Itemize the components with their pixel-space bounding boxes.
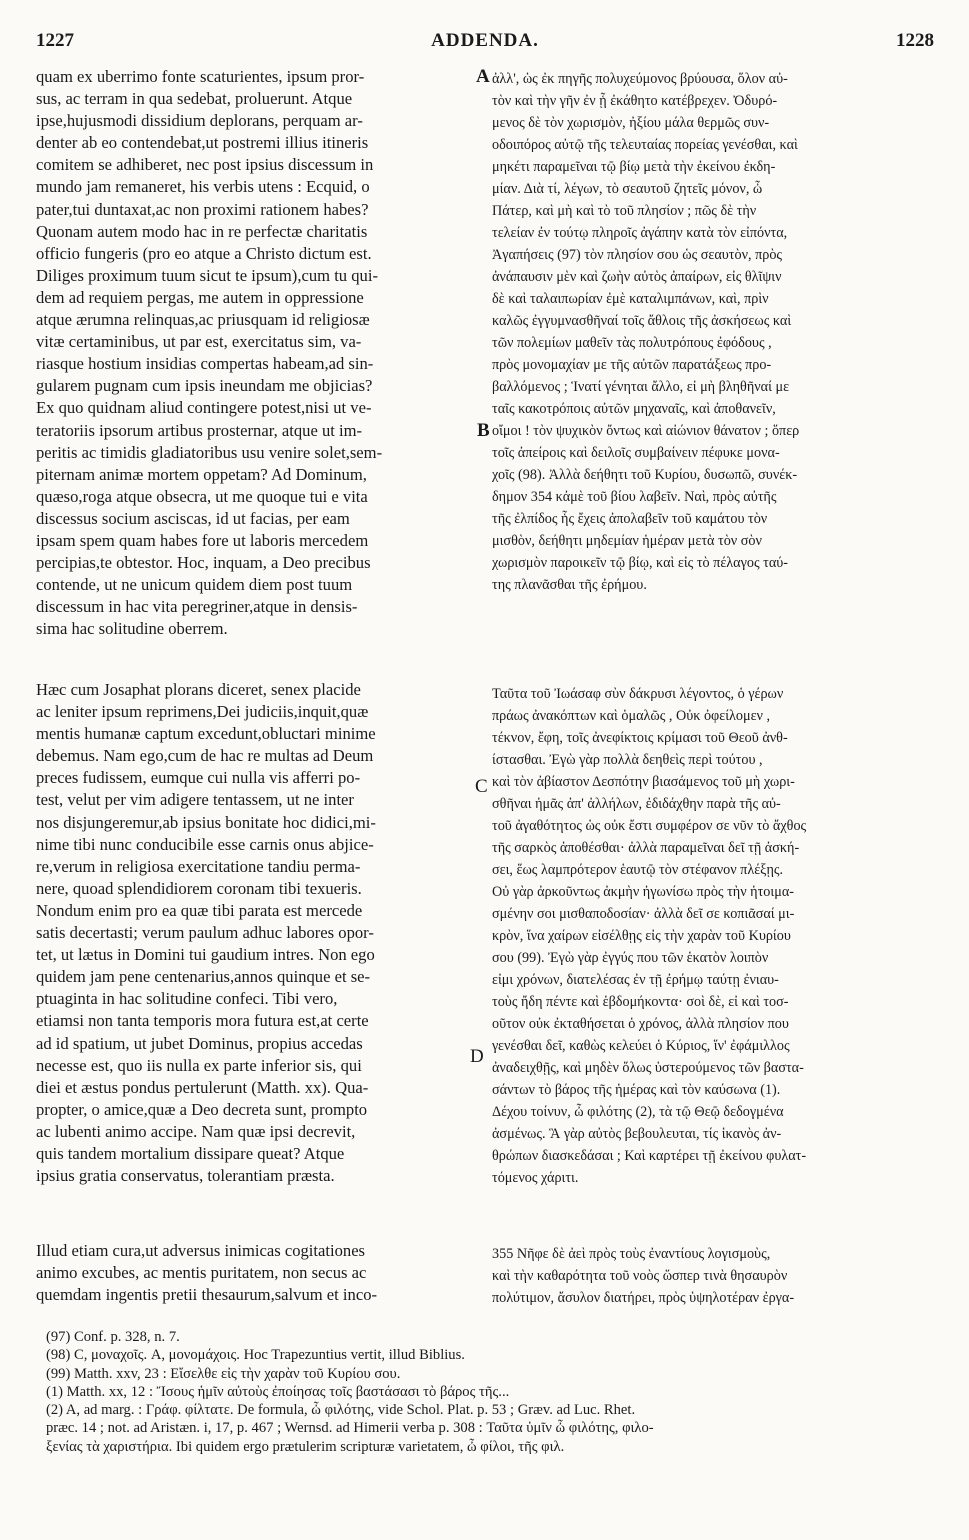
text-line: πράως ἀνακόπτων καὶ ὁμαλῶς , Οὐκ ὀφείλομεν , bbox=[492, 708, 771, 724]
text-line: re,verum in religiosa exercitatione tandiu perma- bbox=[36, 856, 361, 876]
section-marker-d: D bbox=[470, 1046, 484, 1067]
text-line: piternam animæ mortem oppetam? Ad Dominum, bbox=[36, 464, 367, 484]
page-number-right: 1228 bbox=[896, 30, 934, 51]
text-line: tet, ut lætus in Domini tui gaudium intres. Non ego bbox=[36, 945, 375, 965]
text-line: τῆς σαρκὸς ἀποθέσθαι· ἀλλὰ παραμεῖναι δεῖ τῇ ἀσκή- bbox=[492, 840, 800, 856]
text-line: κρὸν, ἵνα χαίρων εἰσέλθῃς εἰς τὴν χαρὰν τοῦ Κυρίου bbox=[492, 928, 791, 944]
section-marker-b: B bbox=[477, 420, 490, 441]
text-line: (98) C, μοναχοῖς. A, μονομάχοις. Hoc Trapezuntius vertit, illud Biblius. bbox=[46, 1347, 465, 1364]
text-line: χωρισμὸν παροικεῖν τῷ βίῳ, καὶ εἰς τὸ πέλαγος ταύ- bbox=[492, 555, 789, 571]
text-line: (99) Matth. xxv, 23 : Εἴσελθε εἰς τὴν χαρὰν τοῦ Κυρίου σου. bbox=[46, 1365, 401, 1382]
text-line: καὶ τὸν ἀβίαστον Δεσπότην βιασάμενος τοῦ μὴ χωρι- bbox=[492, 774, 795, 790]
text-line: σμένην σοι μισθαποδοσίαν· ἀλλὰ δεῖ σε κοπιᾶσαί μι- bbox=[492, 906, 795, 922]
text-line: ἀσμένως. Ἃ γὰρ αὐτὸς βεβουλευται, τίς ἱκανὸς ἀν- bbox=[492, 1126, 782, 1142]
text-line: Illud etiam cura,ut adversus inimicas cogitationes bbox=[36, 1241, 366, 1260]
text-line: denter ab eo contendebat,ut postremi illius itineris bbox=[36, 133, 369, 153]
text-line: ac leniter ipsum reprimens,Dei judiciis,inquit,quæ bbox=[36, 702, 369, 722]
text-line: comitem se adhiberet, nec post ipsius discessum in bbox=[36, 155, 374, 175]
text-line: 355 Νῆφε δὲ ἀεὶ πρὸς τοὺς ἐναντίους λογισμοὺς, bbox=[492, 1246, 771, 1262]
text-line: quis tandem mortalium dissipare queat? Atque bbox=[36, 1143, 345, 1163]
text-line: οἴμοι ! τὸν ψυχικὸν ὄντως καὶ αἰώνιον θάνατον ; ὅπερ bbox=[492, 423, 800, 439]
text-line: ipse,hujusmodi dissidium deplorans, perquam ar- bbox=[36, 111, 363, 131]
text-line: riasque hostium insidias compertas habeam,ad sin- bbox=[36, 354, 374, 374]
text-line: Diliges proximum tuum sicut te ipsum),cum tu qui- bbox=[36, 265, 378, 285]
text-line: præc. 14 ; not. ad Aristæn. i, 17, p. 467 ; Wernsd. ad Himerii verba p. 308 : Ταῦτα ὑμῖν ὦ φιλότης, φιλο- bbox=[46, 1420, 654, 1437]
text-line: οδοιπόρος αὐτῷ τῆς τελευταίας πορείας γενέσθαι, καὶ bbox=[492, 137, 798, 153]
text-line: βαλλόμενος ; Ἱνατί γένηται ἄλλο, εἰ μὴ βληθῆναί με bbox=[492, 379, 790, 395]
text-line: καὶ τὴν καθαρότητα τοῦ νοὸς ὥσπερ τινὰ θησαυρὸν bbox=[492, 1268, 788, 1284]
text-line: μίαν. Διὰ τί, λέγων, τὸ σεαυτοῦ ζητεῖς μόνον, ὦ bbox=[492, 181, 763, 197]
text-line: etiamsi non tanta temporis mora futura est,at certe bbox=[36, 1011, 369, 1031]
text-line: δημον 354 κἀμὲ τοῦ βίου λαβεῖν. Ναὶ, πρὸς αὐτῆς bbox=[492, 489, 777, 505]
text-line: γενέσθαι δεῖ, καθὼς κελεύει ὁ Κύριος, ἵν' ἐφάμιλλος bbox=[492, 1038, 790, 1054]
footnotes bbox=[46, 1328, 946, 1456]
page-header bbox=[36, 30, 934, 60]
text-line: nere, quoad splendidiorem coronam tibi texueris. bbox=[36, 878, 362, 898]
text-line: diei et æstus pondus pertulerunt (Matth. xx). Qua- bbox=[36, 1077, 369, 1097]
text-line: satis decertasti; verum paulum adhuc labores opor- bbox=[36, 923, 374, 943]
text-line: τὸν καὶ τὴν γῆν ἐν ᾗ ἐκάθητο κατέβρεχεν. Ὀδυρό- bbox=[492, 93, 778, 109]
latin-column-paragraph-3 bbox=[36, 1240, 474, 1306]
text-line: gularem pugnam cum ipsis ineundam me objicias? bbox=[36, 376, 373, 396]
text-line: (1) Matth. xx, 12 : Ἴσους ἡμῖν αὐτοὺς ἐποίησας τοῖς βαστάσασι τὸ βάρος τῆς... bbox=[46, 1383, 510, 1400]
section-marker-c: C bbox=[475, 776, 488, 797]
greek-column-paragraph-3 bbox=[492, 1243, 938, 1309]
text-line: ptuaginta in hac solitudine confeci. Tibi vero, bbox=[36, 989, 338, 1009]
text-line: peritis ac timidis gladiatoribus usu venire solet,sem- bbox=[36, 442, 383, 462]
text-line: test, velut per vim adigere tentassem, ut ne inter bbox=[36, 790, 354, 810]
text-line: ipsius gratia conservatus, tolerantiam præsta. bbox=[36, 1166, 335, 1186]
text-line: propter, o amice,quæ a Deo decreta sunt, prompto bbox=[36, 1099, 368, 1119]
text-line: ipsam spem quam habes fore ut laboris mercedem bbox=[36, 530, 369, 550]
text-line: sima hac solitudine oberrem. bbox=[36, 619, 228, 639]
text-line: officio fungeris (pro eo atque a Christo dictum est. bbox=[36, 243, 372, 263]
text-line: dem ad requiem pergas, me autem in oppressione bbox=[36, 287, 364, 307]
text-line: ac lubenti animo accipe. Nam quæ ipsi decrevit, bbox=[36, 1121, 356, 1141]
text-line: δὲ καὶ ταλαιπωρίαν ἐμὲ καταλιμπάνων, καὶ, πρὶν bbox=[492, 291, 769, 307]
text-line: σθῆναι ἡμᾶς ἀπ' ἀλλήλων, ἐδιδάχθην παρὰ τῆς αὐ- bbox=[492, 796, 781, 812]
text-line: χοῖς (98). Ἀλλὰ δεήθητι τοῦ Κυρίου, δυσωπῶ, συνέκ- bbox=[492, 467, 798, 483]
text-line: τῆς ἐλπίδος ἧς ἔχεις ἀπολαβεῖν τοῦ καμάτου τὸν bbox=[492, 511, 768, 527]
text-line: εἰμι χρόνων, διατελέσας ἐν τῇ ἐρήμῳ ταύτῃ ἐνιαυ- bbox=[492, 972, 779, 988]
text-line: τοῦ ἀγαθότητος ὡς οὐκ ἔστι συμφέρον σε νῦν τὸ ἄχθος bbox=[492, 818, 807, 834]
running-title: ADDENDA. bbox=[431, 30, 539, 51]
text-line: ἀλλ', ὡς ἐκ πηγῆς πολυχεύμονος βρύουσα, ὅλον αὐ- bbox=[492, 71, 788, 87]
text-line: τέκνον, ἔφη, τοῖς ἀνεφίκτοις κρίμασι τοῦ Θεοῦ ἀνθ- bbox=[492, 730, 788, 746]
text-line: Οὐ γὰρ ἀρκοῦντως ἀκμὴν ἠγωνίσω πρὸς τὴν ἡτοιμα- bbox=[492, 884, 794, 900]
text-line: πολύτιμον, ἄσυλον διατήρει, πρὸς ὑψηλοτέραν ἐργα- bbox=[492, 1290, 795, 1306]
text-line: τοῖς ἀπείροις καὶ δειλοῖς συμβαίνειν πέφυκε μονα- bbox=[492, 445, 780, 461]
section-marker-a: A bbox=[476, 66, 490, 87]
text-line: pater,tui duntaxat,ac non proximi rationem habes? bbox=[36, 199, 369, 219]
text-line: quæso,roga atque obsecra, ut me quoque tui e vita bbox=[36, 486, 368, 506]
text-line: preces fudissem, eumque cui nulla vis afferri po- bbox=[36, 768, 361, 788]
text-line: quemdam ingentis pretii thesaurum,salvum et inco- bbox=[36, 1285, 378, 1305]
text-line: οῦτον οὐκ ἐκταθήσεται ὁ χρόνος, ἀλλὰ πλησίον που bbox=[492, 1016, 789, 1032]
text-line: contende, ut ne unicum quidem diem post tuum bbox=[36, 575, 353, 595]
text-line: σει, ἕως λαμπρότερον ἑαυτῷ τὸν στέφανον πλέξῃς. bbox=[492, 862, 784, 878]
text-line: σάντων τὸ βάρος τῆς ἡμέρας καὶ τὸν καύσωνα (1). bbox=[492, 1082, 781, 1098]
text-line: της πλανᾶσθαι τῆς ἐρήμου. bbox=[492, 577, 647, 593]
text-line: discessum in hac vita peregriner,atque in densis- bbox=[36, 597, 358, 617]
text-line: (97) Conf. p. 328, n. 7. bbox=[46, 1329, 180, 1345]
text-line: πρὸς μονομαχίαν με τῆς αὐτῶν παρατάξεως προ- bbox=[492, 357, 772, 373]
text-line: teratoriis ipsorum artibus prosternar, atque ut im- bbox=[36, 420, 363, 440]
text-line: Δέχου τοίνυν, ὦ φιλότης (2), τὰ τῷ Θεῷ δεδογμένα bbox=[492, 1104, 784, 1120]
latin-column-paragraph-2 bbox=[36, 679, 474, 1187]
text-line: mentis humanæ captum excedunt,obluctari minime bbox=[36, 724, 376, 744]
text-line: quam ex uberrimo fonte scaturientes, ipsum pror- bbox=[36, 67, 365, 86]
text-line: nos disjungeremur,ab ipsius bonitate hoc didici,mi- bbox=[36, 812, 376, 832]
greek-column-paragraph-1 bbox=[492, 68, 938, 596]
text-line: ταῖς κακοτρόποις αὐτῶν μηχαναῖς, καὶ ἀποθανεῖν, bbox=[492, 401, 776, 417]
text-line: quidem jam pene centenarius,annos quinque et se- bbox=[36, 967, 371, 987]
text-line: discessus socium asciscas, id ut facias, per eam bbox=[36, 508, 350, 528]
text-line: Ex quo quidnam aliud contingere potest,nisi ut ve- bbox=[36, 398, 372, 418]
text-line: Hæc cum Josaphat plorans diceret, senex placide bbox=[36, 680, 361, 699]
text-line: ἀνάπαυσιν μὲν καὶ ζωὴν αὐτὸς ἀπαίρων, εἰς θλῖψιν bbox=[492, 269, 782, 285]
text-line: sus, ac terram in qua sedebat, proluerunt. Atque bbox=[36, 89, 353, 109]
text-line: τοὺς ἤδη πέντε καὶ ἑβδομήκοντα· σοὶ δὲ, εἰ καὶ τοσ- bbox=[492, 994, 789, 1010]
text-line: animo excubes, ac mentis puritatem, non secus ac bbox=[36, 1263, 367, 1283]
text-line: Πάτερ, καὶ μὴ καὶ τὸ τοῦ πλησίον ; πῶς δὲ τὴν bbox=[492, 203, 757, 219]
text-line: Ταῦτα τοῦ Ἰωάσαφ σὺν δάκρυσι λέγοντος, ὁ γέρων bbox=[492, 686, 784, 702]
text-line: Quonam autem modo hac in re perfectæ charitatis bbox=[36, 221, 368, 241]
text-line: nime tibi nunc conducibile esse carnis onus abjice- bbox=[36, 834, 374, 854]
text-line: Ἀγαπήσεις (97) τὸν πλησίον σου ὡς σεαυτὸν, πρὸς bbox=[492, 247, 783, 263]
text-line: σου (99). Ἐγὼ γὰρ ἐγγύς που τῶν ἑκατὸν λοιπὸν bbox=[492, 950, 769, 966]
text-line: necesse est, quo iis nulla ex parte inferior sis, qui bbox=[36, 1055, 362, 1075]
text-line: τῶν πολεμίων μαθεῖν τὰς πολυτρόπους ἐφόδους , bbox=[492, 335, 772, 351]
text-line: ἀναδειχθῇς, καὶ μηδὲν ὅλως ὑστερούμενος τῶν βαστα- bbox=[492, 1060, 804, 1076]
text-line: debemus. Nam ego,cum de hac re multas ad Deum bbox=[36, 746, 374, 766]
text-line: mundo jam remaneret, his verbis utens : Ecquid, o bbox=[36, 177, 370, 197]
text-line: τελείαν ἐν τούτῳ πληροῖς ἀγάπην κατὰ τὸν εἰπόντα, bbox=[492, 225, 788, 241]
text-line: Nondum enim pro ea quæ tibi parata est mercede bbox=[36, 900, 363, 920]
text-line: ad id spatium, ut jubet Dominus, propius accedas bbox=[36, 1033, 363, 1053]
latin-column-paragraph-1 bbox=[36, 66, 474, 640]
text-line: μηκέτι παραμεῖναι τῷ βίῳ μετὰ τὴν ἐκείνου ἐκδη- bbox=[492, 159, 776, 175]
text-line: vitæ certaminibus, ut par est, exercitatus sim, va- bbox=[36, 332, 362, 352]
text-line: (2) A, ad marg. : Γράφ. φίλτατε. De formula, ὦ φιλότης, vide Schol. Plat. p. 53 ; Græv. ad Luc. Rhet. bbox=[46, 1402, 636, 1419]
page-number-left: 1227 bbox=[36, 30, 74, 51]
text-line: ξενίας τὰ χαριστήρια. Ibi quidem ergo prætulerim scripturæ varietatem, ὦ φίλοι, τῆς φιλ. bbox=[46, 1438, 565, 1455]
text-line: ίστασθαι. Ἐγὼ γὰρ πολλὰ δεηθεὶς περὶ τούτου , bbox=[492, 752, 763, 768]
text-line: θρώπων διασκεδάσαι ; Καὶ καρτέρει τῇ ἐκείνου φυλατ- bbox=[492, 1148, 807, 1164]
text-line: μενος δὲ τὸν χωρισμὸν, ἠξίου μάλα θερμῶς συν- bbox=[492, 115, 770, 131]
text-line: percipias,te obtestor. Hoc, inquam, a Deo precibus bbox=[36, 553, 371, 573]
text-line: μισθὸν, δεήθητι μηδεμίαν ἡμέραν μετὰ τὸν σὸν bbox=[492, 533, 762, 549]
text-line: atque ærumna relinquas,ac priusquam id religiosæ bbox=[36, 310, 370, 330]
text-line: τόμενος χάριτι. bbox=[492, 1170, 579, 1186]
text-line: καλῶς ἐγγυμνασθῆναί τοῖς ἄθλοις τῆς ἀσκήσεως καὶ bbox=[492, 313, 792, 329]
greek-column-paragraph-2 bbox=[492, 683, 938, 1189]
